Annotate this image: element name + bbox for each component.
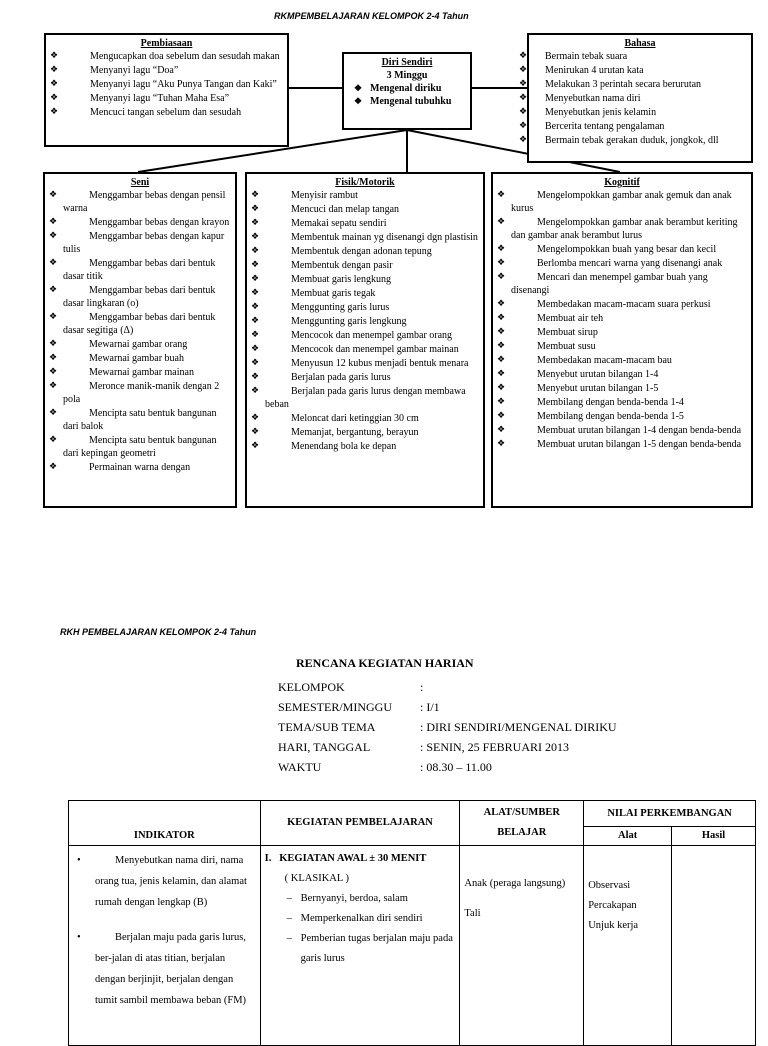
list-item: ❖ Membedakan macam-macam bau — [497, 354, 672, 366]
header-nilai-hasil: Hasil — [672, 826, 756, 845]
kegiatan-subheading: ( KLASIKAL ) — [284, 872, 350, 884]
list-item: ❖ Mencocok dan menempel gambar orang — [251, 329, 453, 341]
diamond-bullet-icon: ❖ — [354, 96, 363, 106]
list-item: ❖ Membuat urutan bilangan 1-4 dengan benda-benda — [497, 424, 742, 436]
list-item: ❖ Membuat sirup — [497, 326, 598, 338]
header-kegiatan: KEGIATAN PEMBELAJARAN — [260, 801, 460, 846]
field-value: : 08.30 – 11.00 — [420, 760, 492, 774]
diamond-bullet-icon: ❖ — [49, 311, 58, 321]
list-item: ❖ Mencocok dan menempel gambar mainan — [251, 343, 459, 355]
diamond-bullet-icon: ❖ — [49, 284, 58, 294]
list-item: ❖ Menyusun 12 kubus menjadi bentuk menara — [251, 357, 469, 369]
diamond-bullet-icon: ❖ — [49, 230, 58, 240]
kognitif-title: Kognitif — [604, 177, 640, 188]
list-item: ❖ Berjalan pada garis lurus — [251, 371, 391, 383]
diamond-bullet-icon: ❖ — [49, 338, 58, 348]
list-item: ❖ Menggambar bebas dengan krayon — [49, 216, 230, 228]
list-item: ❖ Membuat air teh — [497, 312, 604, 324]
list-item: ❖ Berjalan pada garis lurus dengan membawa beban — [251, 385, 466, 410]
header-alat-sumber: ALAT/SUMBER BELAJAR — [460, 801, 584, 846]
list-item: ❖ Menggambar bebas dari bentuk dasar titik — [49, 257, 216, 282]
diamond-bullet-icon: ❖ — [251, 301, 260, 311]
form-title: RENCANA KEGIATAN HARIAN — [296, 656, 474, 670]
diamond-bullet-icon: ❖ — [49, 380, 58, 390]
diamond-bullet-icon: ❖ — [251, 231, 260, 241]
diamond-bullet-icon: ❖ — [497, 189, 506, 199]
list-item: ❖ Mencipta satu bentuk bangunan dari balok — [49, 407, 217, 432]
fisik-motorik-box — [245, 172, 485, 508]
list-item: ❖ Membuat garis tegak — [251, 287, 376, 299]
diamond-bullet-icon: ❖ — [50, 78, 59, 88]
list-item: ❖ Mengelompokkan buah yang besar dan kecil — [497, 243, 717, 255]
diamond-bullet-icon: ❖ — [251, 385, 260, 395]
diamond-bullet-icon: ❖ — [50, 106, 59, 116]
list-item: ❖ Melakukan 3 perintah secara berurutan — [519, 78, 702, 90]
list-item: ❖ Membedakan macam-macam suara perkusi — [497, 298, 711, 310]
diamond-bullet-icon: ❖ — [251, 203, 260, 213]
list-item: – Bernyanyi, berdoa, salam — [286, 892, 408, 904]
diamond-bullet-icon: ❖ — [497, 424, 506, 434]
list-item: ❖ Membilang dengan benda-benda 1-5 — [497, 410, 684, 422]
diamond-bullet-icon: ❖ — [49, 257, 58, 267]
tema-title: Diri Sendiri — [381, 57, 433, 68]
list-item: ❖ Menyebutkan jenis kelamin — [519, 106, 657, 118]
pembiasaan-box — [44, 33, 289, 147]
list-item: ❖ Bercerita tentang pengalaman — [519, 120, 665, 132]
diamond-bullet-icon: ❖ — [251, 245, 260, 255]
list-item: ❖ Menggunting garis lengkung — [251, 315, 407, 327]
diamond-bullet-icon: ❖ — [50, 92, 59, 102]
list-item: Unjuk kerja — [588, 919, 639, 931]
list-item: ❖ Membuat urutan bilangan 1-5 dengan benda-benda — [497, 438, 742, 450]
list-item: ❖ Menyebut urutan bilangan 1-4 — [497, 368, 659, 380]
field-label: KELOMPOK — [278, 680, 345, 694]
diamond-bullet-icon: ❖ — [251, 343, 260, 353]
seni-title: Seni — [130, 177, 150, 188]
diamond-bullet-icon: ❖ — [519, 64, 528, 74]
list-item: ❖ Membentuk dengan pasir — [251, 259, 393, 271]
kegiatan-heading: I. KEGIATAN AWAL ± 30 MENIT — [264, 852, 427, 864]
diamond-bullet-icon: ❖ — [49, 434, 58, 444]
diamond-bullet-icon: ❖ — [49, 407, 58, 417]
bahasa-box — [519, 33, 753, 163]
field-value: : — [420, 680, 424, 694]
diamond-bullet-icon: ❖ — [497, 326, 506, 336]
tema-box — [342, 52, 472, 130]
diamond-bullet-icon: ❖ — [251, 371, 260, 381]
diamond-bullet-icon: ❖ — [251, 315, 260, 325]
list-item: Observasi — [588, 879, 631, 891]
seni-box — [43, 172, 237, 508]
diamond-bullet-icon: ❖ — [497, 312, 506, 322]
diamond-bullet-icon: ❖ — [519, 134, 528, 144]
list-item: ❖ Meloncat dari ketinggian 30 cm — [251, 412, 419, 424]
list-item: ❖ Membentuk dengan adonan tepung — [251, 245, 432, 257]
header-nilai: NILAI PERKEMBANGAN — [584, 801, 756, 827]
list-item: ❖ Berlomba mencari warna yang disenangi anak — [497, 257, 723, 269]
diamond-bullet-icon: ❖ — [497, 382, 506, 392]
diamond-bullet-icon: ❖ — [251, 217, 260, 227]
list-item: ❖ Menggambar bebas dengan kapur tulis — [49, 230, 225, 255]
kognitif-box — [491, 172, 753, 508]
diamond-bullet-icon: ❖ — [50, 64, 59, 74]
diamond-bullet-icon: ❖ — [251, 259, 260, 269]
field-label: TEMA/SUB TEMA — [278, 720, 376, 734]
kegiatan-cell — [260, 845, 460, 1045]
diamond-bullet-icon: ❖ — [519, 92, 528, 102]
diamond-bullet-icon: ❖ — [497, 216, 506, 226]
field-value: : I/1 — [420, 700, 440, 714]
list-item: ❖ Mencuci dan melap tangan — [251, 203, 400, 215]
list-item: ❖ Memakai sepatu sendiri — [251, 217, 387, 229]
diamond-bullet-icon: ❖ — [497, 354, 506, 364]
diamond-bullet-icon: ❖ — [251, 287, 260, 297]
diamond-bullet-icon: ❖ — [519, 106, 528, 116]
diamond-bullet-icon: ❖ — [251, 412, 260, 422]
list-item: ❖ Membuat susu — [497, 340, 596, 352]
diamond-bullet-icon: ❖ — [519, 120, 528, 130]
list-item: ❖ Mengucapkan doa sebelum dan sesudah makan — [50, 50, 280, 62]
list-item: ❖ Menggambar bebas dari bentuk dasar lingkaran (o) — [49, 284, 216, 309]
list-item: ❖ Menggunting garis lurus — [251, 301, 390, 313]
list-item: – Pemberian tugas berjalan maju pada garis lurus — [286, 932, 453, 964]
diamond-bullet-icon: ❖ — [251, 189, 260, 199]
rkm-title: RKMPEMBELAJARAN KELOMPOK 2-4 Tahun — [274, 11, 469, 21]
indikator-cell — [69, 845, 261, 1045]
list-item: ❖ Memanjat, bergantung, berayun — [251, 426, 419, 438]
diamond-bullet-icon: ❖ — [497, 396, 506, 406]
alat-cell — [460, 845, 584, 1045]
nilai-alat-cell — [584, 845, 672, 1045]
list-item: ❖ Mencipta satu bentuk bangunan dari kepingan geometri — [49, 434, 217, 459]
field-label: SEMESTER/MINGGU — [278, 700, 393, 714]
list-item: Anak (peraga langsung) — [464, 877, 566, 889]
diamond-bullet-icon: ❖ — [251, 273, 260, 283]
diamond-bullet-icon: ❖ — [497, 298, 506, 308]
fisik-motorik-title: Fisik/Motorik — [335, 177, 395, 188]
list-item: Tali — [464, 907, 481, 919]
rkh-title: RKH PEMBELAJARAN KELOMPOK 2-4 Tahun — [60, 627, 257, 637]
rkh-table — [68, 800, 756, 1046]
list-item: ❖ Menyebutkan nama diri — [519, 92, 641, 104]
tema-weeks: 3 Minggu — [386, 70, 428, 81]
list-item: • Berjalan maju pada garis lurus, ber-jalan di atas titian, berjalan dengan berjinjit, berjalan dengan tumit sambil membawa beban (FM) — [75, 927, 254, 1011]
subtema-item: ❖ Mengenal diriku — [354, 83, 442, 94]
diamond-bullet-icon: ❖ — [251, 426, 260, 436]
diamond-bullet-icon: ❖ — [497, 438, 506, 448]
pembiasaan-title: Pembiasaan — [140, 38, 193, 49]
list-item: ❖ Mewarnai gambar buah — [49, 352, 184, 364]
list-item: ❖ Bermain tebak suara — [519, 50, 628, 62]
list-item: ❖ Mengelompokkan gambar anak gemuk dan anak kurus — [497, 189, 732, 214]
diamond-bullet-icon: ❖ — [49, 461, 58, 471]
list-item: ❖ Membilang dengan benda-benda 1-4 — [497, 396, 684, 408]
list-item: ❖ Menggambar bebas dengan pensil warna — [49, 189, 226, 214]
list-item: ❖ Mewarnai gambar orang — [49, 338, 188, 350]
diamond-bullet-icon: ❖ — [497, 243, 506, 253]
list-item: – Memperkenalkan diri sendiri — [286, 912, 423, 924]
diamond-bullet-icon: ❖ — [49, 189, 58, 199]
list-item: ❖ Menyisir rambut — [251, 189, 358, 201]
diamond-bullet-icon: ❖ — [49, 366, 58, 376]
list-item: ❖ Mencuci tangan sebelum dan sesudah — [50, 106, 242, 118]
list-item: ❖ Mewarnai gambar mainan — [49, 366, 194, 378]
list-item: Percakapan — [588, 899, 637, 911]
list-item: ❖ Permainan warna dengan — [49, 461, 191, 473]
list-item: ❖ Menyanyi lagu “Aku Punya Tangan dan Kaki” — [50, 78, 277, 90]
diamond-bullet-icon: ❖ — [49, 216, 58, 226]
subtema-item: ❖ Mengenal tubuhku — [354, 96, 452, 107]
list-item: ❖ Mencari dan menempel gambar buah yang disenangi — [497, 271, 708, 296]
diamond-bullet-icon: ❖ — [519, 78, 528, 88]
list-item: ❖ Menendang bola ke depan — [251, 440, 397, 452]
field-value: : DIRI SENDIRI/MENGENAL DIRIKU — [420, 720, 617, 734]
field-value: : SENIN, 25 FEBRUARI 2013 — [420, 740, 570, 754]
nilai-hasil-cell — [672, 845, 756, 1045]
list-item: ❖ Membuat garis lengkung — [251, 273, 391, 285]
header-nilai-alat: Alat — [584, 826, 672, 845]
diamond-bullet-icon: ❖ — [49, 352, 58, 362]
list-item: ❖ Membentuk mainan yg disenangi dgn plastisin — [251, 231, 478, 243]
bullet-icon: • — [77, 854, 81, 866]
diamond-bullet-icon: ❖ — [251, 329, 260, 339]
diamond-bullet-icon: ❖ — [519, 50, 528, 60]
header-indikator: INDIKATOR — [69, 801, 261, 846]
list-item: ❖ Menyanyi lagu “Doa” — [50, 64, 179, 76]
list-item: ❖ Mengelompokkan gambar anak berambut keriting dan gambar anak berambut lurus — [497, 216, 738, 241]
diamond-bullet-icon: ❖ — [354, 83, 363, 93]
diamond-bullet-icon: ❖ — [50, 50, 59, 60]
list-item: ❖ Bermain tebak gerakan duduk, jongkok, dll — [519, 134, 719, 146]
field-label: HARI, TANGGAL — [278, 740, 371, 754]
list-item: ❖ Menyanyi lagu “Tuhan Maha Esa” — [50, 92, 230, 104]
list-item: • Menyebutkan nama diri, nama orang tua, jenis kelamin, dan alamat rumah dengan lengkap (B) — [75, 850, 254, 913]
bullet-icon: • — [77, 931, 81, 943]
list-item: ❖ Menirukan 4 urutan kata — [519, 64, 644, 76]
diamond-bullet-icon: ❖ — [497, 368, 506, 378]
diamond-bullet-icon: ❖ — [497, 340, 506, 350]
list-item: ❖ Menggambar bebas dari bentuk dasar segitiga (Δ) — [49, 311, 216, 336]
list-item: ❖ Meronce manik-manik dengan 2 pola — [49, 380, 220, 405]
field-label: WAKTU — [278, 760, 322, 774]
diamond-bullet-icon: ❖ — [497, 271, 506, 281]
diamond-bullet-icon: ❖ — [251, 357, 260, 367]
diamond-bullet-icon: ❖ — [251, 440, 260, 450]
diamond-bullet-icon: ❖ — [497, 257, 506, 267]
list-item: ❖ Menyebut urutan bilangan 1-5 — [497, 382, 659, 394]
diamond-bullet-icon: ❖ — [497, 410, 506, 420]
bahasa-title: Bahasa — [624, 38, 656, 49]
